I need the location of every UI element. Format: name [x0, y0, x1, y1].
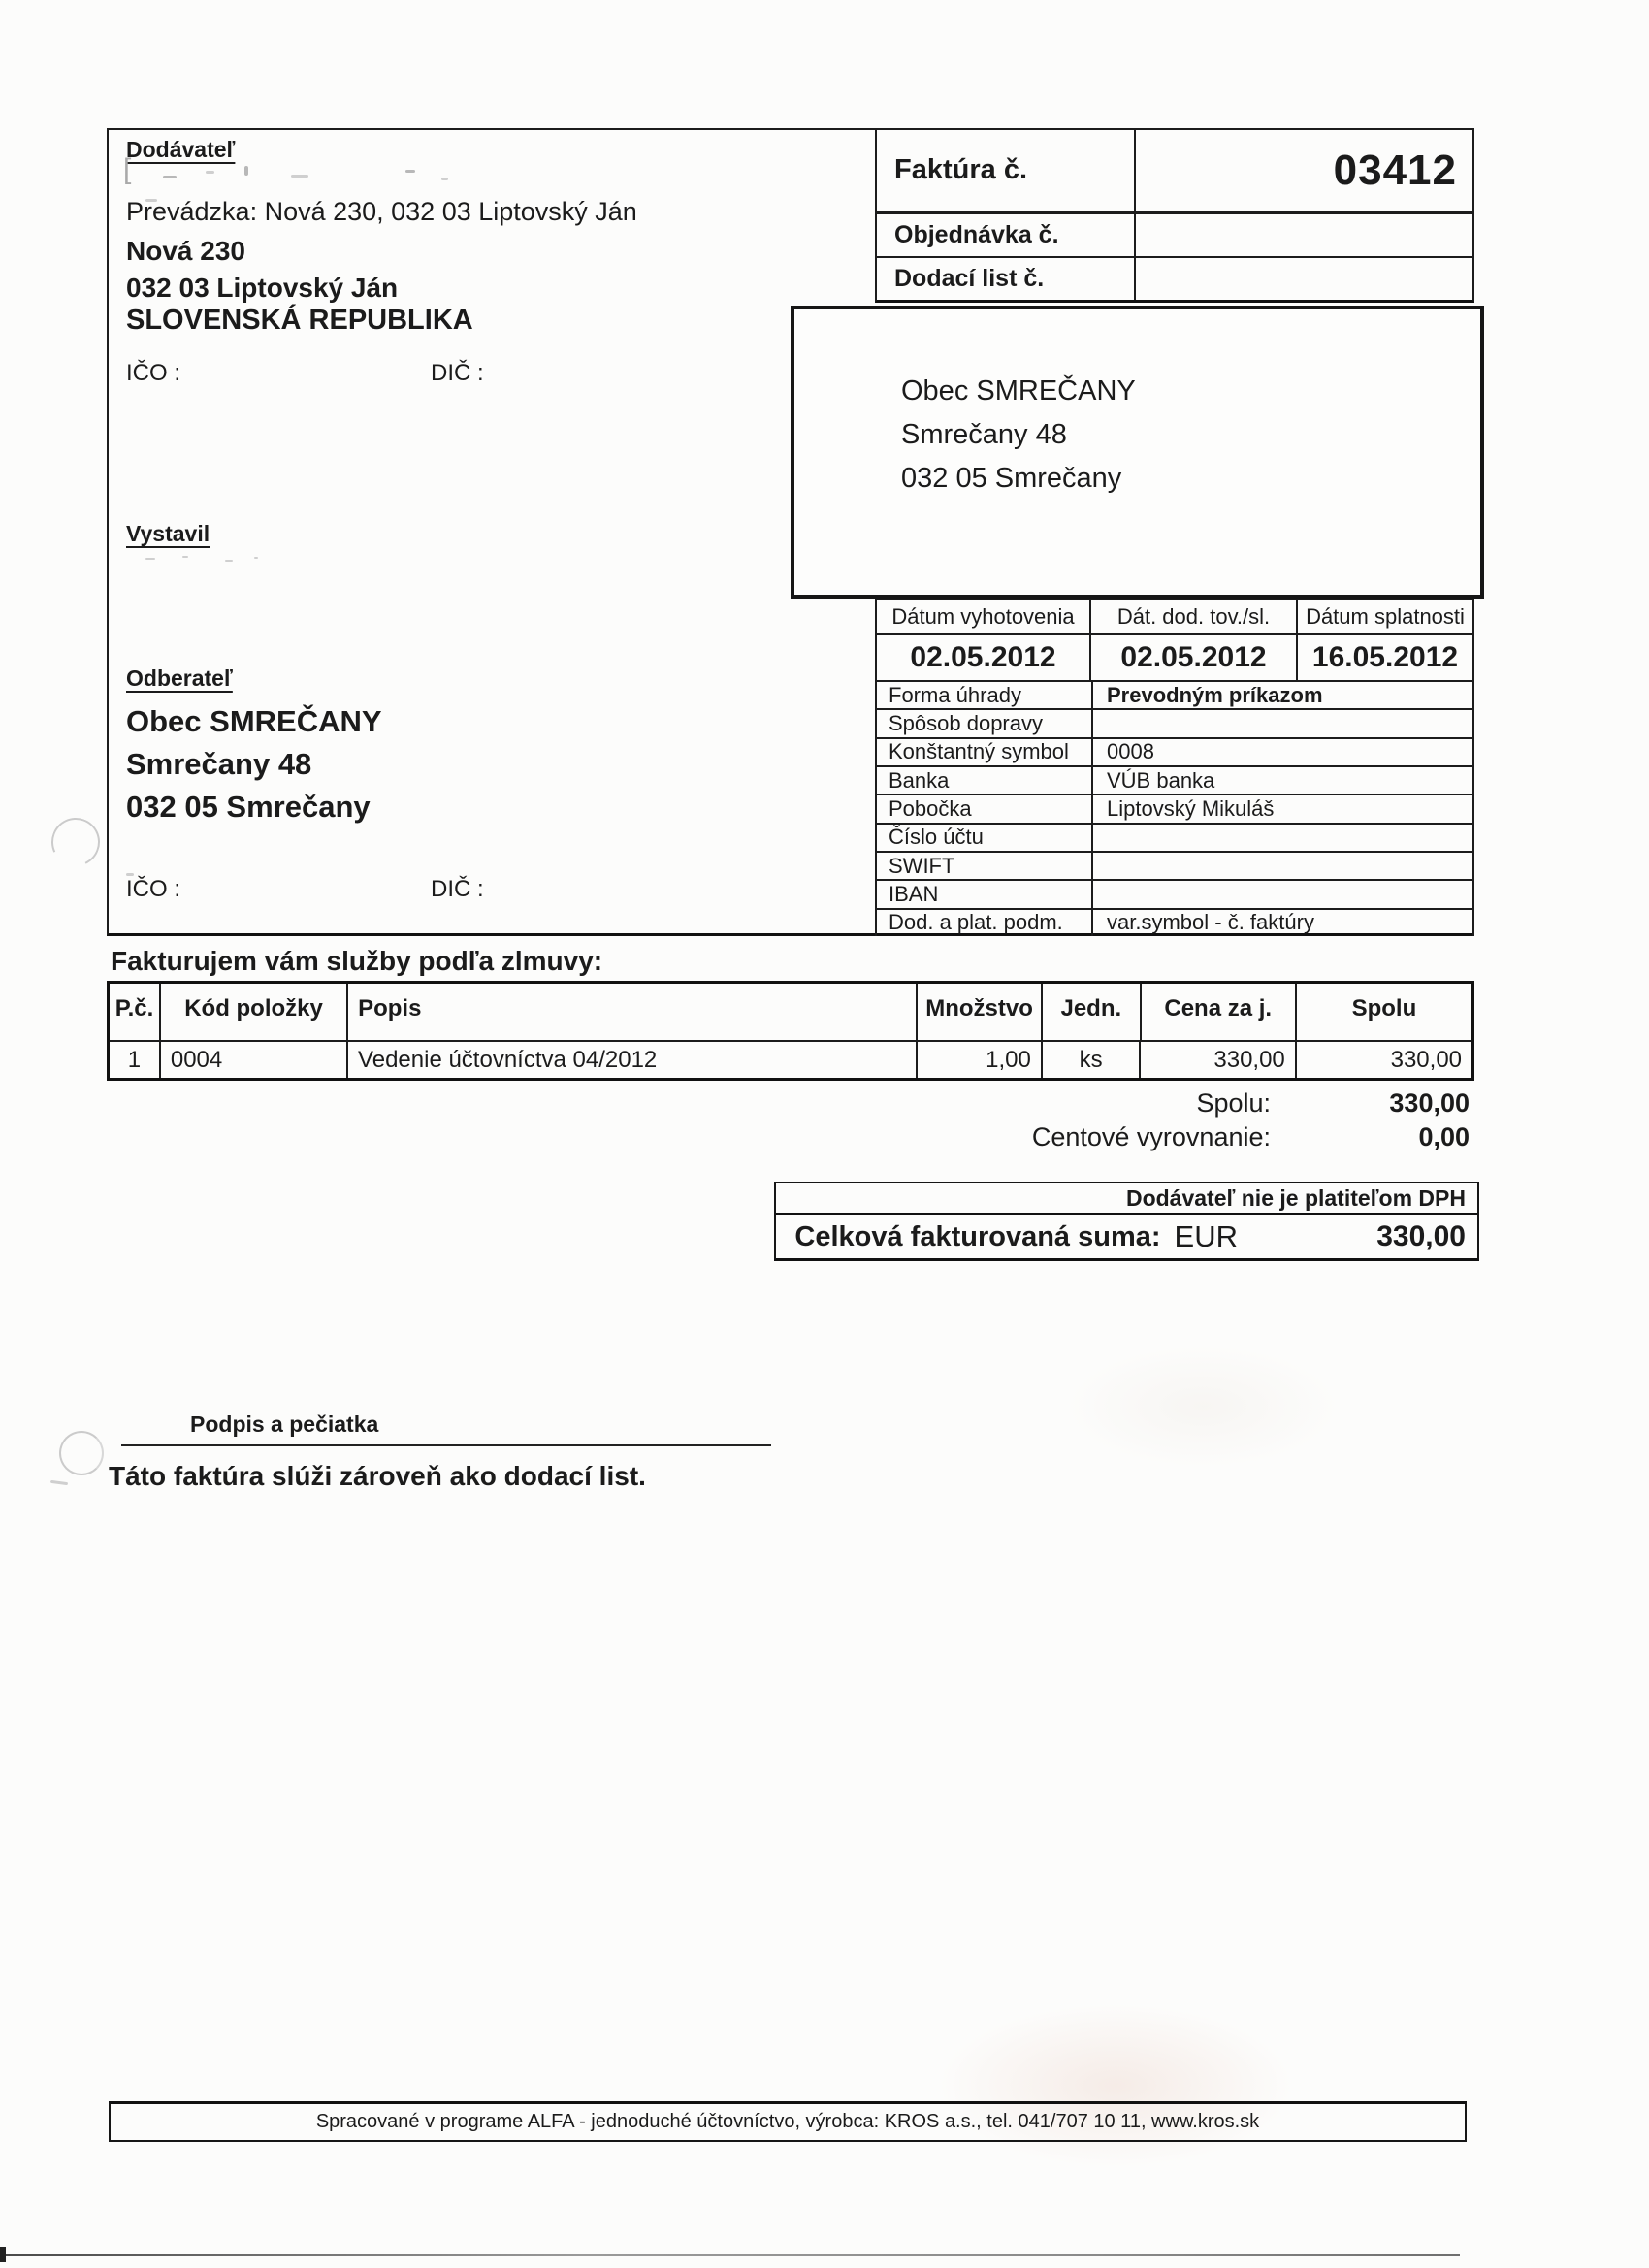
- detail-row-payment-form: [877, 682, 1472, 710]
- scan-smudge: [126, 873, 134, 876]
- item-unit: ks: [1043, 1042, 1142, 1078]
- supplier-section-label: Dodávateľ: [126, 137, 236, 162]
- detail-row-iban: [877, 881, 1472, 909]
- scan-smudge: [50, 1480, 68, 1485]
- date-issued-value: 02.05.2012: [875, 633, 1091, 682]
- col-header-total: Spolu: [1351, 995, 1417, 1021]
- scan-smudge: [254, 557, 258, 559]
- delivery-statement: Táto faktúra slúži zároveň ako dodací list.: [109, 1461, 646, 1491]
- vat-note: Dodávateľ nie je platiteľom DPH: [776, 1183, 1477, 1215]
- scanner-edge-line: [0, 2254, 1460, 2256]
- detail-value: [1093, 853, 1472, 879]
- detail-row-branch: [877, 795, 1472, 824]
- detail-label: Číslo účtu: [877, 825, 1093, 851]
- col-header-unit: Jedn.: [1043, 984, 1142, 1040]
- issued-by-label: Vystavil: [126, 521, 210, 546]
- detail-label: Forma úhrady: [877, 682, 1093, 708]
- col-header-description: Popis: [348, 984, 918, 1040]
- detail-row-transport: [877, 710, 1472, 738]
- customer-name: Obec SMREČANY: [126, 704, 382, 738]
- detail-value: [1093, 825, 1472, 851]
- detail-label: Dod. a plat. podm.: [877, 910, 1093, 936]
- scan-smudge: [182, 556, 188, 558]
- detail-label: SWIFT: [877, 853, 1093, 879]
- currency-code: EUR: [1174, 1219, 1238, 1253]
- scan-smudge: [146, 558, 155, 560]
- customer-city: 032 05 Smrečany: [126, 790, 371, 824]
- subtotal-value: 330,00: [1389, 1088, 1470, 1118]
- redacted-supplier-name: [: [123, 153, 132, 185]
- customer-street: Smrečany 48: [126, 747, 312, 781]
- customer-section-label: Odberateľ: [126, 665, 233, 691]
- scanner-edge-blob: [0, 2247, 6, 2262]
- invoice-number-value: 03412: [1333, 146, 1457, 194]
- item-description: Vedenie účtovníctva 04/2012: [348, 1042, 918, 1078]
- order-box: [875, 212, 1474, 303]
- detail-value: [1093, 710, 1472, 736]
- delivery-note-number-label: Dodací list č.: [877, 258, 1136, 300]
- date-due-header: Dátum splatnosti: [1298, 599, 1474, 633]
- item-total: 330,00: [1390, 1046, 1463, 1073]
- grand-total-box: [774, 1182, 1479, 1261]
- item-pc: 1: [110, 1042, 161, 1078]
- recipient-street: Smrečany 48: [901, 419, 1067, 450]
- item-unit-price: 330,00: [1141, 1042, 1296, 1078]
- customer-dic-label: DIČ :: [431, 876, 484, 902]
- detail-value: 0008: [1107, 739, 1154, 764]
- dates-table: [875, 599, 1474, 682]
- detail-label: Pobočka: [877, 795, 1093, 822]
- rounding-value: 0,00: [1418, 1122, 1470, 1151]
- supplier-ico-label: IČO :: [126, 360, 181, 386]
- signature-label: Podpis a pečiatka: [190, 1411, 379, 1437]
- footer-text: Spracované v programe ALFA - jednoduché účtovníctvo, výrobca: KROS a.s., tel. 041/707 10 11, www.kros.sk: [315, 2111, 1260, 2132]
- scan-smudge: [163, 176, 177, 178]
- invoice-number-label: Faktúra č.: [877, 130, 1136, 211]
- detail-row-constant-symbol: [877, 739, 1472, 767]
- item-code: 0004: [161, 1042, 348, 1078]
- scan-smudge: [206, 171, 214, 174]
- detail-value: [1093, 881, 1472, 907]
- supplier-city: 032 03 Liptovský Ján: [126, 273, 399, 303]
- date-delivery-value: 02.05.2012: [1091, 633, 1298, 682]
- footer-box: [109, 2101, 1467, 2142]
- items-intro: Fakturujem vám služby podľa zlmuvy:: [111, 946, 603, 976]
- grand-total-label: Celková fakturovaná suma:: [794, 1220, 1161, 1252]
- scan-smudge: [291, 175, 308, 178]
- order-number-label: Objednávka č.: [877, 214, 1136, 256]
- col-header-unit-price: Cena za j.: [1142, 984, 1297, 1040]
- date-issued-header: Dátum vyhotovenia: [875, 599, 1091, 633]
- col-header-quantity: Množstvo: [918, 984, 1043, 1040]
- detail-value: VÚB banka: [1107, 767, 1215, 793]
- detail-label: IBAN: [877, 881, 1093, 907]
- detail-row-account-number: [877, 825, 1472, 853]
- item-row: [110, 1042, 1471, 1078]
- recipient-city: 032 05 Smrečany: [901, 463, 1122, 494]
- grand-total-value: 330,00: [1376, 1220, 1466, 1252]
- detail-value: Liptovský Mikuláš: [1107, 795, 1275, 821]
- signature-line: [121, 1444, 771, 1446]
- supplier-dic-label: DIČ :: [431, 360, 484, 386]
- supplier-premises-line: Prevádzka: Nová 230, 032 03 Liptovský Ján: [126, 197, 637, 226]
- detail-label: Banka: [877, 767, 1093, 794]
- item-quantity: 1,00: [918, 1042, 1042, 1078]
- detail-label: Konštantný symbol: [877, 739, 1093, 765]
- detail-row-swift: [877, 853, 1472, 881]
- detail-value: var.symbol - č. faktúry: [1107, 910, 1314, 935]
- scan-smudge: [405, 170, 415, 173]
- detail-row-bank: [877, 767, 1472, 795]
- punch-hole-mark: [45, 811, 107, 873]
- recipient-address-box: [791, 306, 1484, 599]
- date-delivery-header: Dát. dod. tov./sl.: [1091, 599, 1298, 633]
- items-table: [107, 981, 1474, 1081]
- detail-value: Prevodným príkazom: [1107, 682, 1323, 707]
- scan-smudge: [225, 560, 233, 562]
- recipient-name: Obec SMREČANY: [901, 375, 1136, 406]
- supplier-street: Nová 230: [126, 236, 245, 266]
- detail-label: Spôsob dopravy: [877, 710, 1093, 736]
- subtotal-label: Spolu:: [1196, 1088, 1271, 1118]
- payment-details-table: [875, 682, 1474, 936]
- delivery-note-number-value: [1136, 258, 1472, 300]
- punch-hole-mark: [59, 1431, 104, 1475]
- col-header-item-code: Kód položky: [161, 984, 348, 1040]
- detail-row-terms: [877, 910, 1472, 936]
- col-header-pc: P.č.: [110, 984, 161, 1040]
- invoice-number-box: [875, 128, 1474, 212]
- order-number-value: [1136, 214, 1472, 256]
- items-header-row: [110, 984, 1471, 1042]
- date-due-value: 16.05.2012: [1298, 633, 1474, 682]
- scan-smudge: [441, 178, 448, 180]
- supplier-country: SLOVENSKÁ REPUBLIKA: [126, 305, 473, 336]
- rounding-label: Centové vyrovnanie:: [1031, 1122, 1271, 1151]
- scan-smudge: [244, 166, 248, 176]
- customer-ico-label: IČO :: [126, 876, 181, 902]
